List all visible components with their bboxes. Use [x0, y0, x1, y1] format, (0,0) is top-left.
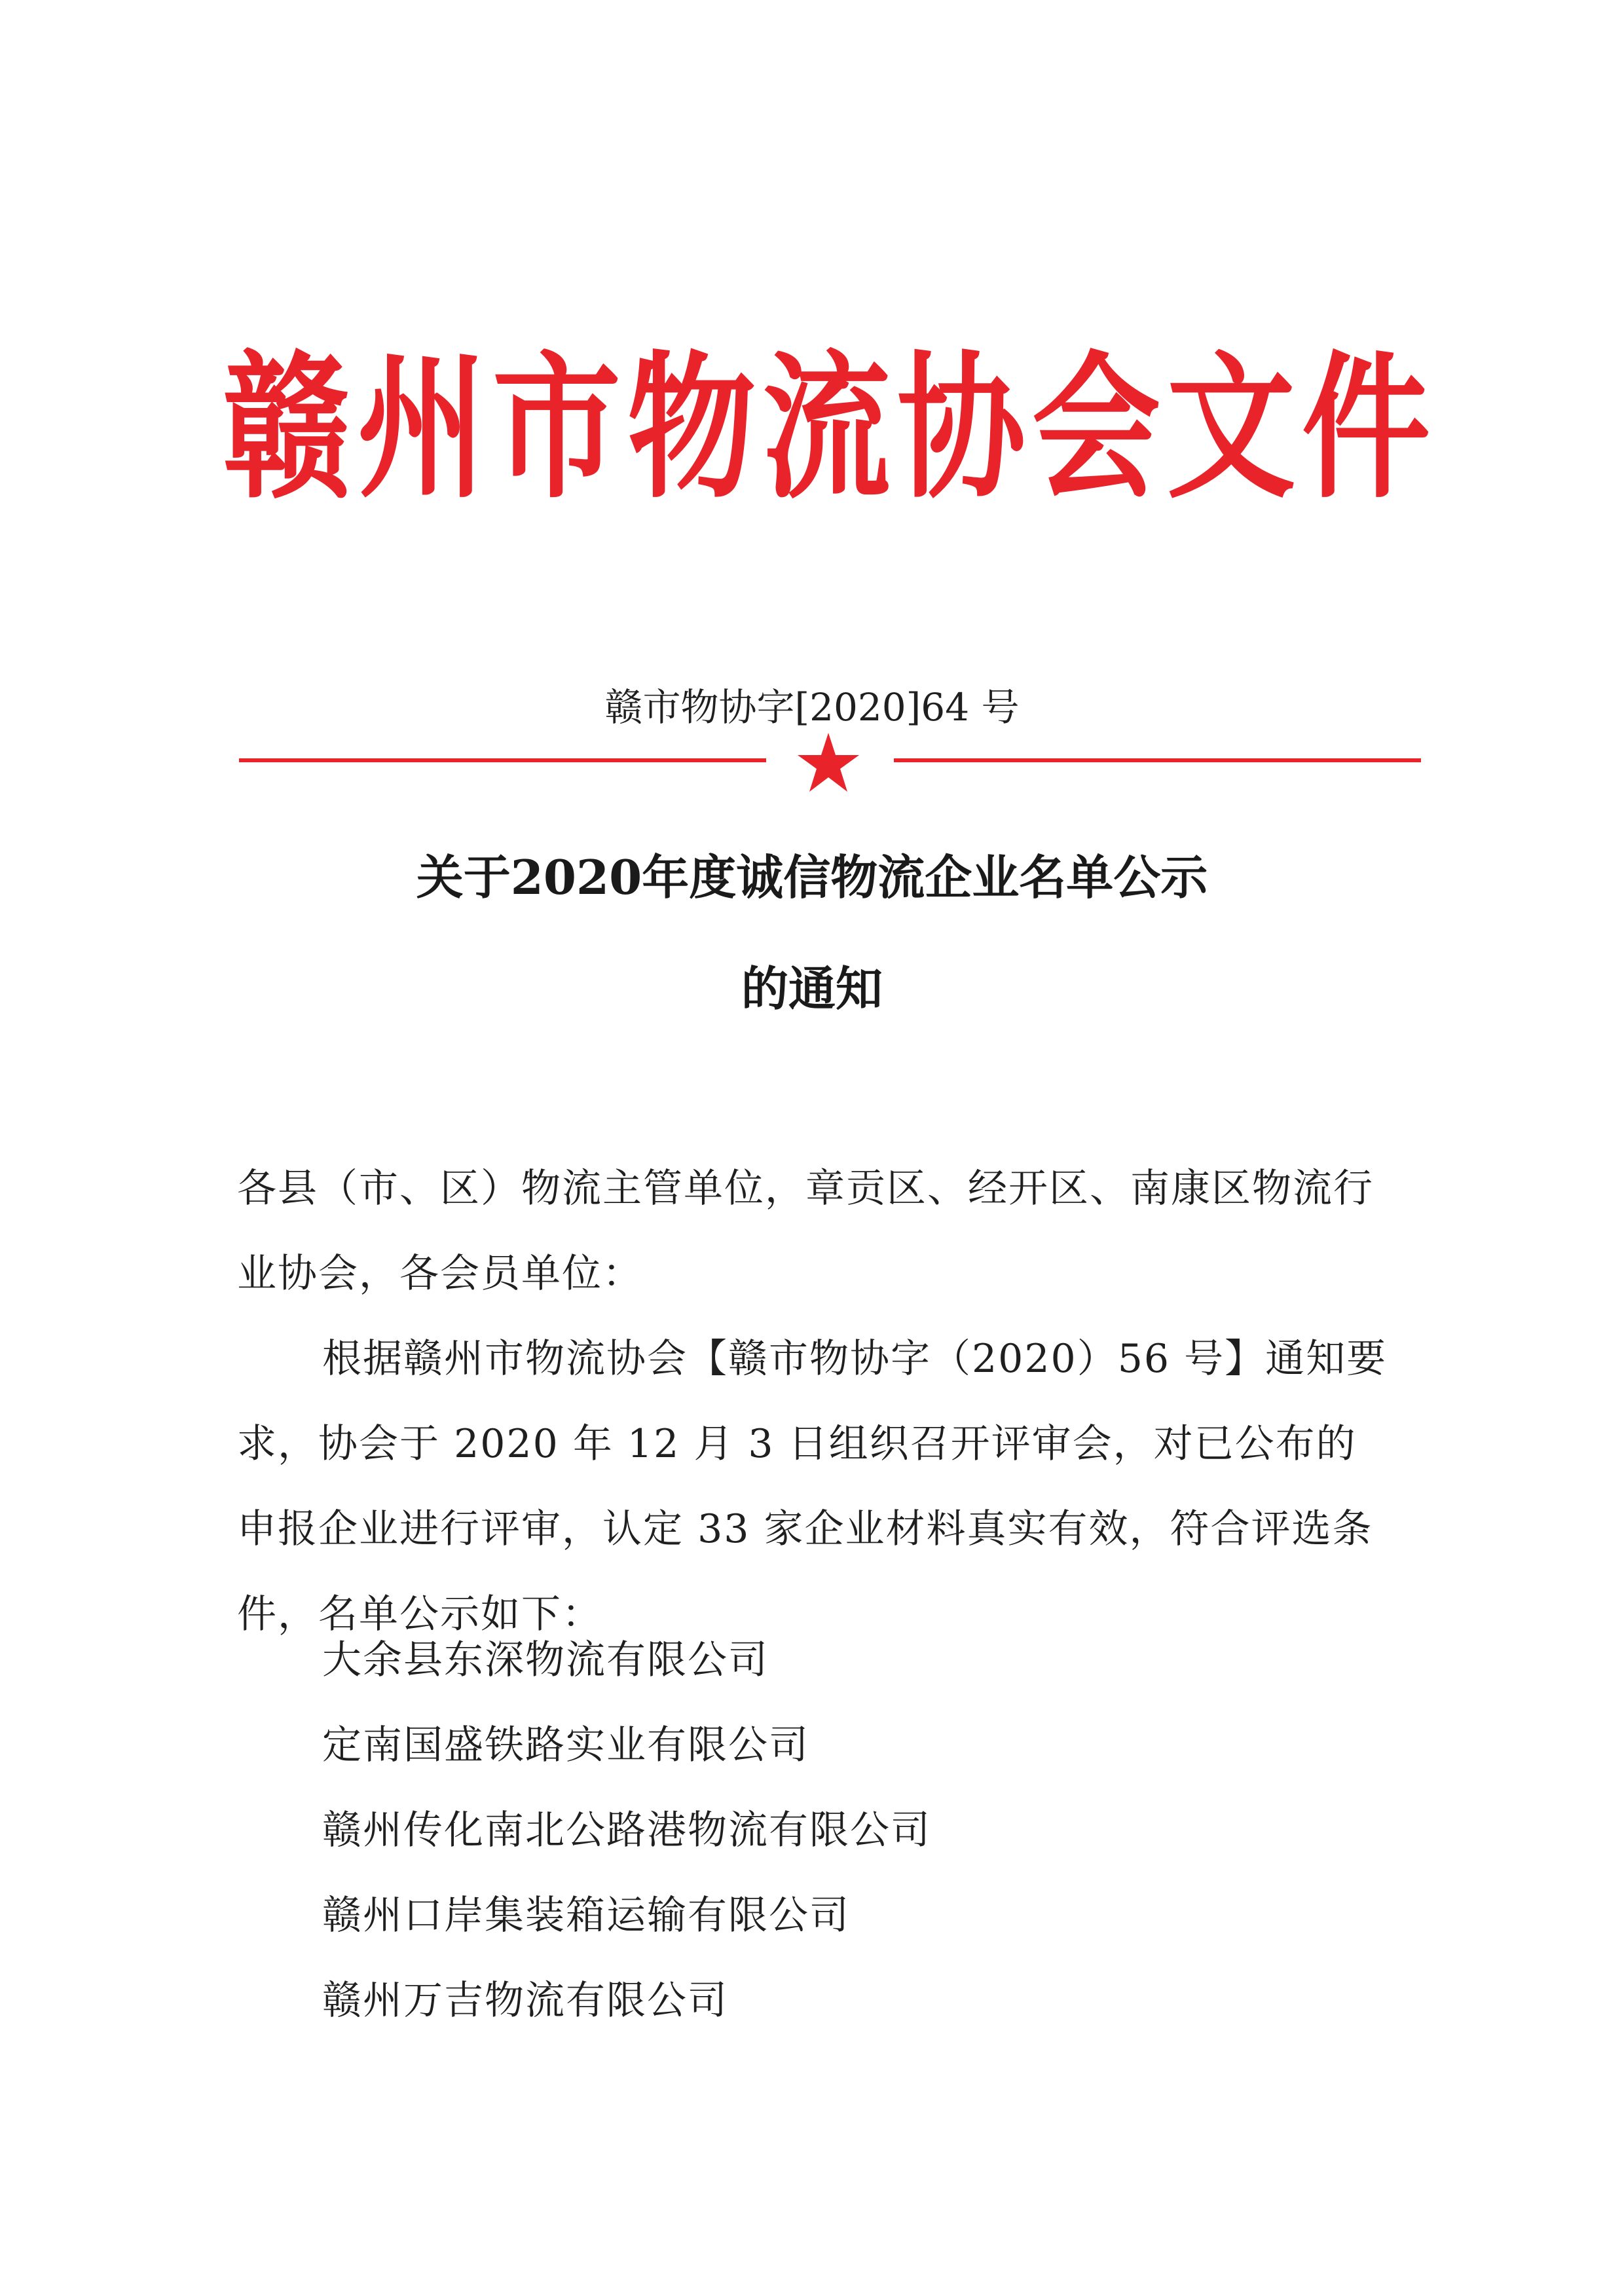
red-divider-left [239, 758, 766, 762]
red-divider-right [894, 758, 1421, 762]
company-list [322, 1618, 931, 2043]
notice-title-line-2: 的通知 [741, 961, 883, 1016]
main-paragraph: 根据赣州市物流协会【赣市物协字（2020）56 号】通知要求，协会于 2020 年 12 月 3 日组织召开评审会，对已公布的申报企业进行评审，认定 33 家企业材料真实有效，符合评选条件，名单公示如下： [237, 1336, 1388, 1637]
notice-title-line-1: 关于2020年度诚信物流企业名单公示 [416, 849, 1208, 905]
company-item: 赣州万吉物流有限公司 [322, 1978, 728, 2024]
company-item: 定南国盛铁路实业有限公司 [322, 1722, 809, 1768]
company-item: 大余县东深物流有限公司 [322, 1637, 769, 1683]
document-number: 赣市物协字[2020]64 号 [604, 685, 1020, 730]
red-star-icon [796, 730, 861, 796]
company-item: 赣州传化南北公路港物流有限公司 [322, 1807, 931, 1853]
company-item: 赣州口岸集装箱运输有限公司 [322, 1893, 850, 1938]
masthead-title: 赣州市物流协会文件 [223, 337, 1437, 521]
salutation-paragraph: 各县（市、区）物流主管单位，章贡区、经开区、南康区物流行业协会，各会员单位： [237, 1166, 1374, 1297]
